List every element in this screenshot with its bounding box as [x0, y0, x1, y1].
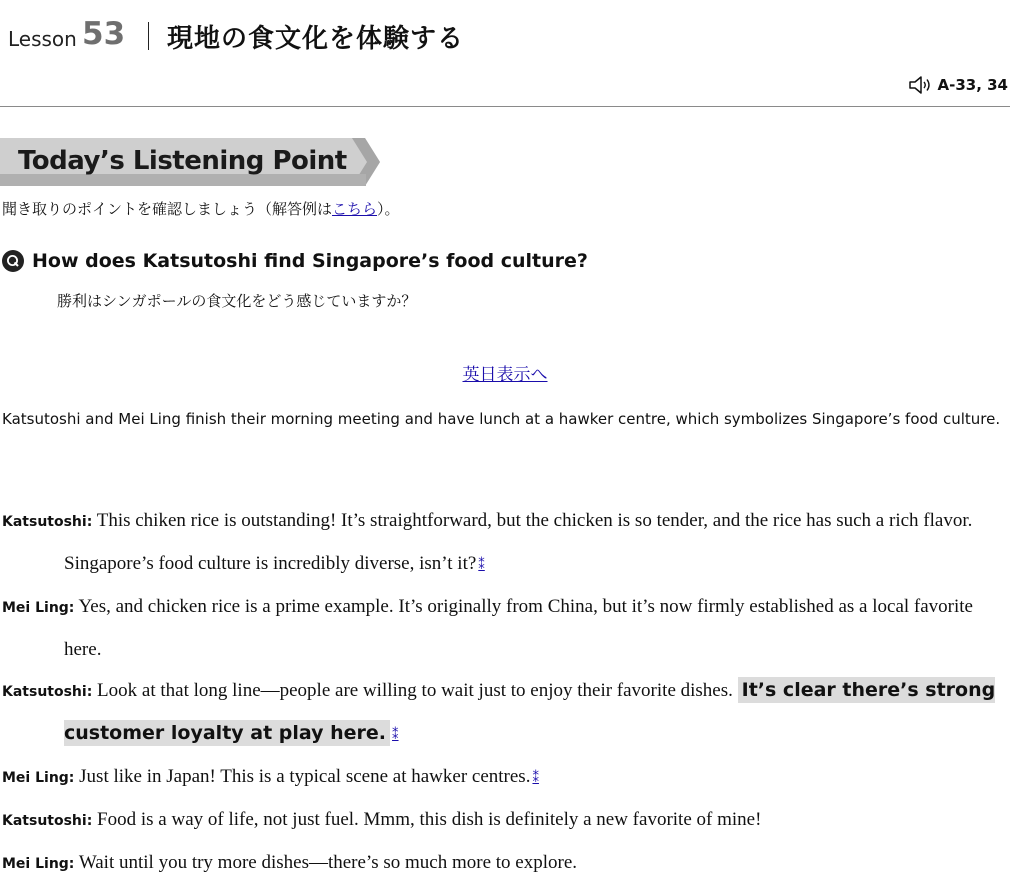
page-title: 現地の食文化を体験する: [167, 24, 465, 54]
lesson-label: Lesson: [8, 27, 77, 51]
lesson-header: [0, 0, 1010, 107]
instruction-prefix: 聞き取りのポイントを確認しましょう（解答例は: [2, 200, 333, 218]
dialogue-line: [2, 586, 1010, 670]
banner-title: Today’s Listening Point: [18, 146, 347, 176]
listening-point-banner: [0, 138, 380, 186]
speaker-name: Katsutoshi:: [2, 684, 93, 700]
audio-track-label[interactable]: [908, 76, 1008, 94]
answer-example-link[interactable]: こちら: [332, 200, 378, 218]
dialogue: [2, 500, 1010, 885]
note-marker-link[interactable]: ⁑: [392, 728, 399, 743]
instruction-text: [2, 198, 400, 219]
line-text: Look at that long line—people are willing to wait just to enjoy their favorite dishes.: [97, 680, 733, 701]
line-text: Yes, and chicken rice is a prime example. It’s originally from China, but it’s now firmly established as a local favorite here.: [64, 596, 973, 660]
question-icon: [2, 250, 24, 272]
dialogue-line: [2, 842, 1010, 885]
toggle-display-row: [0, 360, 1010, 385]
note-marker-link[interactable]: ⁑: [532, 771, 539, 786]
highlighted-key-phrase: It’s clear there’s strong customer loyalty at play here.: [64, 679, 996, 744]
dialogue-line: [2, 799, 1010, 842]
speaker-name: Mei Ling:: [2, 770, 75, 786]
question-row: [2, 250, 588, 272]
dialogue-line: [2, 756, 1010, 799]
audio-track-numbers: A-33, 34: [937, 76, 1008, 94]
note-marker-link[interactable]: ⁑: [478, 558, 485, 573]
speaker-name: Mei Ling:: [2, 600, 75, 616]
question-japanese: 勝利はシンガポールの食文化をどう感じていますか？: [57, 292, 417, 310]
speaker-name: Katsutoshi:: [2, 813, 93, 829]
question-text: How does Katsutoshi find Singapore’s food culture?: [32, 250, 588, 272]
title-divider: [148, 22, 149, 50]
line-text: Food is a way of life, not just fuel. Mmm, this dish is definitely a new favorite of mine!: [97, 809, 762, 830]
instruction-suffix: ）。: [377, 200, 400, 218]
line-text: Wait until you try more dishes—there’s so much more to explore.: [78, 852, 578, 873]
dialogue-line: [2, 670, 1010, 756]
speaker-icon[interactable]: [908, 76, 934, 94]
line-text: Just like in Japan! This is a typical scene at hawker centres.: [79, 766, 531, 787]
speaker-name: Mei Ling:: [2, 856, 75, 872]
toggle-bilingual-link[interactable]: 英日表示へ: [462, 365, 548, 385]
lesson-number: 53: [82, 16, 126, 52]
scene-intro: Katsutoshi and Mei Ling finish their morning meeting and have lunch at a hawker centre, which symbolizes Singapore’s food culture.: [2, 410, 1001, 428]
speaker-name: Katsutoshi:: [2, 514, 93, 530]
line-text: This chiken rice is outstanding! It’s straightforward, but the chicken is so tender, and the rice has such a rich flavor. Singapore’s food culture is incredibly diverse, isn’t it?: [64, 510, 973, 574]
dialogue-line: [2, 500, 1010, 586]
